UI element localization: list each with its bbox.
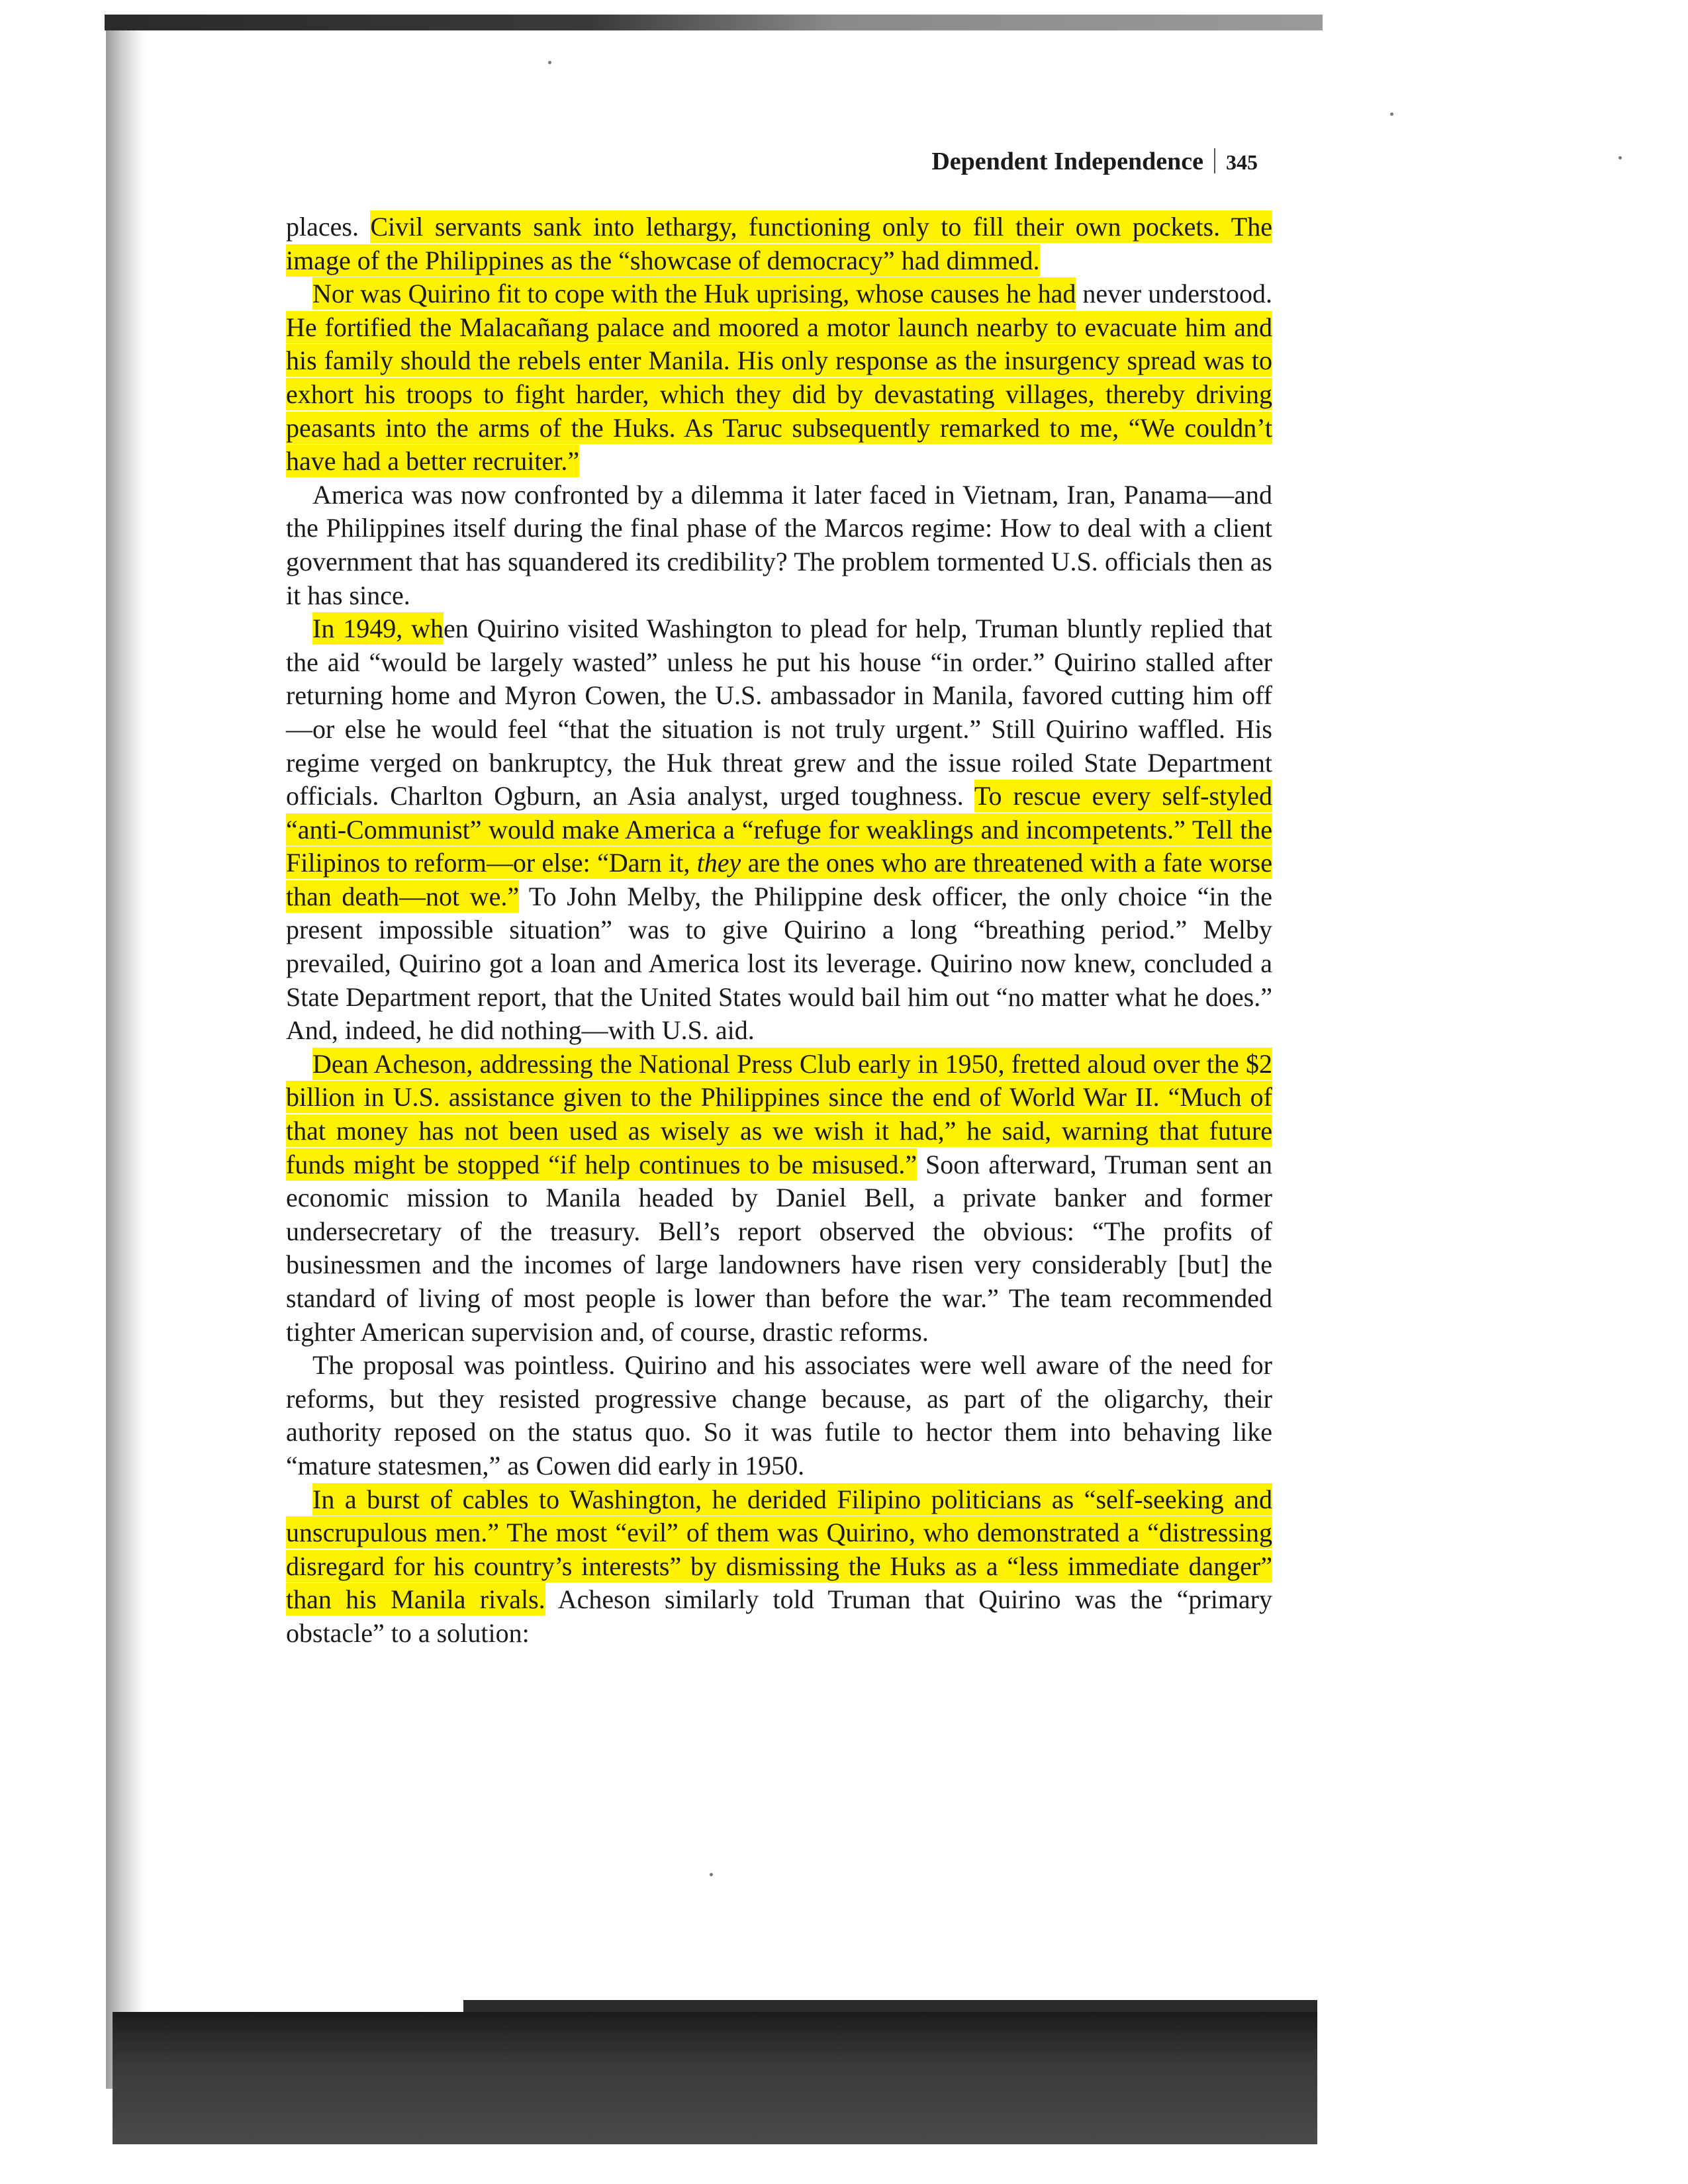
body-text bbox=[286, 210, 1272, 1651]
highlighted-text: Dean Acheson, addressing the National Press Club early in 1950, fretted aloud over the $2 billion in U.S. assistance given to the Philippines since the end of World War II. “Much of that money has not been used as wisely as we wish it had,” he said, warning that future funds might be stopped “if help continues to be misused.” bbox=[286, 1048, 1272, 1179]
paragraph bbox=[286, 1048, 1272, 1349]
paragraph bbox=[286, 478, 1272, 612]
paragraph-text: places. bbox=[286, 212, 371, 242]
paragraph-text: en Quirino visited Washington to plead for help, Truman bluntly replied that the aid “would be largely wasted” unless he put his house “in order.” Quirino stalled after returning home and Myron Cowen, the U.S. ambassador in Manila, favored cutting him off—or else he would feel “that the situation is not truly urgent.” Still Quirino waffled. His regime verged on bankruptcy, the Huk threat grew and the issue roiled State Department officials. Charlton Ogburn, an Asia analyst, urged toughness. bbox=[286, 614, 1272, 811]
dust-speck bbox=[548, 61, 551, 64]
highlighted-text: Civil servants sank into lethargy, functioning only to fill their own pockets. The image of the Philippines as the “showcase of democracy” had dimmed. bbox=[286, 212, 1272, 275]
highlighted-text: He fortified the Malacañang palace and moored a motor launch nearby to evacuate him and his family should the rebels enter Manila. His only response as the insurgency spread was to exhort his troops to fight harder, which they did by devastating villages, thereby driving peasants into the arms of the Huks. As Taruc subsequently remarked to me, “We couldn’t have had a better recruiter.” bbox=[286, 312, 1272, 477]
paragraph bbox=[286, 612, 1272, 1048]
header-separator bbox=[1214, 148, 1215, 173]
paragraph-text: Acheson similarly told Truman that Quirino was the “primary obstacle” to a solution: bbox=[286, 1584, 1272, 1648]
dust-speck bbox=[1390, 113, 1393, 116]
paragraph bbox=[286, 277, 1272, 478]
paragraph-text: Soon afterward, Truman sent an economic mission to Manila headed by Daniel Bell, a private banker and former undersecretary of the treasury. Bell’s report observed the obvious: “The profits of businessmen and the incomes of large landowners have risen very considerably [but] the standard of living of most people is lower than before the war.” The team recommended tighter American supervision and, of course, drastic reforms. bbox=[286, 1149, 1272, 1347]
paragraph-text: America was now confronted by a dilemma it later faced in Vietnam, Iran, Panama—and the Philippines itself during the final phase of the Marcos regime: How to deal with a client government that has squandered its credibility? The problem tormented U.S. officials then as it has since. bbox=[286, 479, 1272, 610]
paragraph-text: never understood. bbox=[1076, 279, 1272, 309]
highlighted-text: To rescue every self-styled “anti-Communist” would make America a “refuge for weaklings and incompetents.” Tell the Filipinos to reform—or else: “Darn it, bbox=[286, 781, 1272, 878]
paragraph-text: To John Melby, the Philippine desk officer, the only choice “in the present impossible situation” was to give Quirino a long “breathing period.” Melby prevailed, Quirino got a loan and America lost its leverage. Quirino now knew, concluded a State Department report, that the United States would bail him out “no matter what he does.” And, indeed, he did nothing—with U.S. aid. bbox=[286, 881, 1273, 1046]
highlighted-text: In a burst of cables to Washington, he derided Filipino politicians as “self-seeking and unscrupulous men.” The most “evil” of them was Quirino, who demonstrated a “distressing disregard for his country’s interests” by dismissing the Huks as a “less immediate danger” than his Manila rivals. bbox=[286, 1484, 1272, 1615]
highlighted-text: Nor was Quirino fit to cope with the Huk uprising, whose causes he had bbox=[312, 279, 1076, 309]
scan-top-edge bbox=[105, 15, 1323, 30]
dust-speck bbox=[710, 1873, 713, 1876]
running-header bbox=[887, 147, 1258, 176]
paragraph bbox=[286, 1349, 1272, 1482]
highlighted-text: In 1949, wh bbox=[312, 614, 444, 644]
page-number: 345 bbox=[1226, 150, 1258, 174]
paragraph bbox=[286, 210, 1272, 277]
paragraph bbox=[286, 1483, 1272, 1651]
highlighted-text: they bbox=[696, 848, 741, 878]
scan-bottom-band bbox=[113, 2012, 1317, 2144]
highlighted-text: are the ones who are threatened with a fate worse than death—not we.” bbox=[286, 848, 1272, 911]
dust-speck bbox=[1618, 156, 1622, 159]
scan-gutter-shadow bbox=[106, 30, 146, 2089]
paragraph-text: The proposal was pointless. Quirino and his associates were well aware of the need for reforms, but they resisted progressive change because, as part of the oligarchy, their authority reposed on the status quo. So it was futile to hector them into behaving like “mature statesmen,” as Cowen did early in 1950. bbox=[286, 1350, 1272, 1480]
chapter-title: Dependent Independence bbox=[931, 148, 1203, 175]
